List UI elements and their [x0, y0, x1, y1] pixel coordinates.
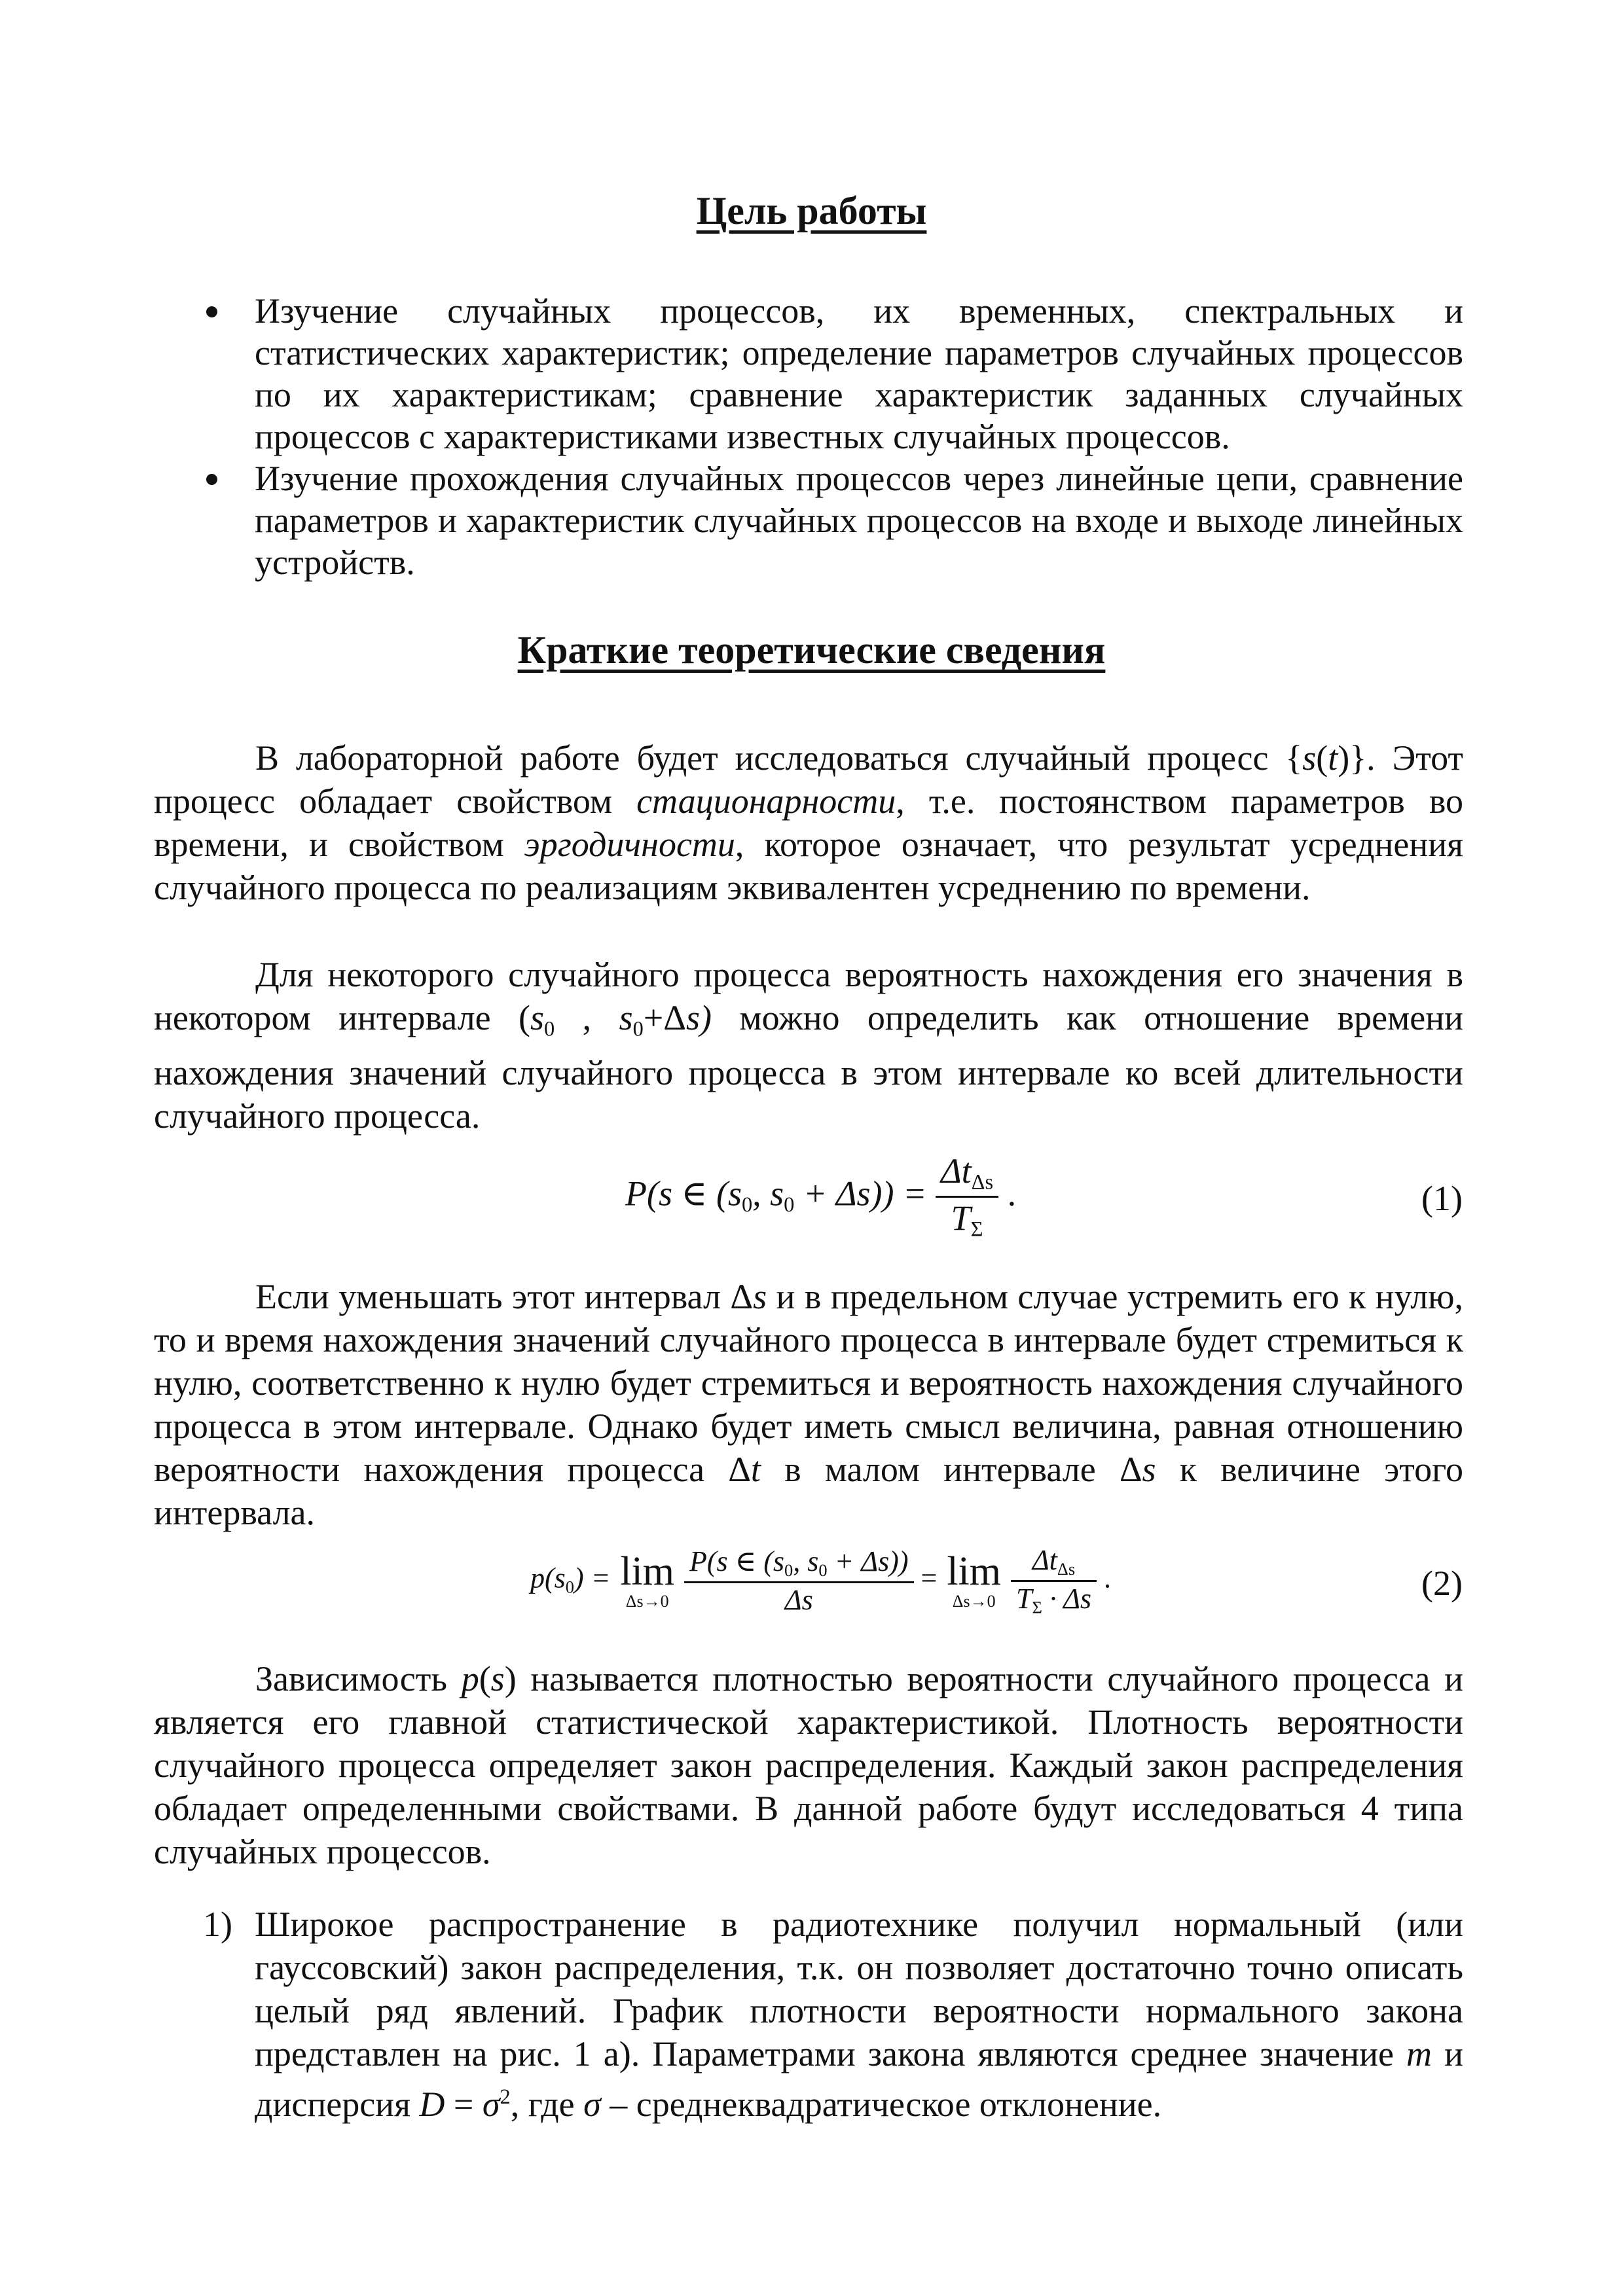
distribution-list	[154, 1903, 1463, 2126]
math-var: m	[1406, 2034, 1432, 2073]
bullet-icon	[206, 306, 217, 317]
math-var: s	[490, 1659, 505, 1698]
math-subscript: Δs	[971, 1170, 994, 1194]
paragraph-process	[154, 736, 1463, 909]
fraction-numerator	[684, 1546, 913, 1583]
text-run: Зависимость	[255, 1659, 462, 1698]
formula-text: p(s	[530, 1562, 566, 1594]
math-var: s	[1142, 1450, 1156, 1489]
text-run: – среднеквадратическое отклонение.	[600, 2085, 1162, 2124]
text-run: и дисперсия	[255, 2034, 1463, 2124]
formula-text: , s	[793, 1545, 819, 1577]
fraction	[1011, 1545, 1097, 1617]
paragraph-limit	[154, 1275, 1463, 1534]
math-subscript: 0	[565, 1577, 574, 1597]
math-subscript: 0	[818, 1560, 828, 1580]
text-run: )}. Этот процесс обладает свойством	[154, 738, 1463, 821]
text-run: ,	[555, 998, 619, 1037]
formula-1-body	[625, 1152, 1016, 1242]
math-subscript: Σ	[1032, 1597, 1042, 1617]
fraction-numerator	[936, 1152, 998, 1198]
fraction	[936, 1152, 998, 1242]
limit-word: lim	[947, 1549, 1002, 1594]
text-run: можно определить как отношение времени нахождения значений случайного процесса в этом интервале ко всей длительности случайного процесса.	[154, 998, 1464, 1136]
text-run: , которое означает, что результат усреднения случайного процесса по реализациям эквивалентен усреднению по времени.	[154, 825, 1463, 907]
text-run: (	[479, 1659, 491, 1698]
list-item	[154, 1903, 1463, 2126]
text-run: Широкое распространение в радиотехнике получил нормальный (или гауссовский) закон распределения, т.к. он позволяет достаточно точно описать целый ряд явлений. График плотности вероятности нормального закона представлен на рис. 1 а). Параметрами закона являются среднее значение	[255, 1905, 1463, 2073]
math-var: s)	[686, 998, 712, 1037]
fraction-denominator	[936, 1198, 998, 1242]
bullet-icon	[206, 474, 217, 485]
math-var: t	[750, 1450, 761, 1489]
list-item-text: Изучение прохождения случайных процессов через линейные цепи, сравнение параметров и характеристик случайных процессов на входе и выходе линейных устройств.	[255, 459, 1463, 582]
formula-text: + Δs)) =	[794, 1174, 927, 1213]
text-run: и в предельном случае устремить его к нулю, то и время нахождения значений случайного процесса в интервале будет стремиться к нулю, соответственно к нулю будет стремиться и вероятность нахождения случайного процесса в этом интервале. Однако будет иметь смысл величина, равная отношению вероятности нахождения процесса Δ	[154, 1277, 1463, 1489]
formula-text: P(s ∈ (s	[625, 1174, 742, 1213]
limit-subscript: Δs→0	[952, 1592, 996, 1611]
text-run: , т.е. постоянством параметров во времени, и свойством	[154, 781, 1463, 864]
text-run: +Δ	[643, 998, 687, 1037]
formula-text: Δt	[940, 1151, 972, 1191]
list-item	[193, 290, 1463, 457]
formula-2-body	[530, 1545, 1111, 1617]
formula-text: , s	[752, 1174, 784, 1213]
math-subscript: 0	[784, 1193, 795, 1217]
text-run: , где	[510, 2085, 584, 2124]
text-run: в малом интервале Δ	[760, 1450, 1142, 1489]
limit-operator	[620, 1551, 674, 1610]
fraction-denominator	[684, 1583, 913, 1616]
math-var: s	[619, 998, 633, 1037]
formula-text: + Δs))	[827, 1545, 909, 1577]
paragraph-density	[154, 1657, 1463, 1873]
limit-word: lim	[620, 1549, 675, 1594]
limit-subscript: Δs→0	[625, 1592, 669, 1611]
math-var: t	[1328, 738, 1338, 778]
math-subscript: Δs	[1057, 1558, 1076, 1579]
text-run: (	[1316, 738, 1328, 778]
formula-text: T	[951, 1198, 971, 1238]
section-title-goal: Цель работы	[696, 189, 927, 232]
text-run: к величине этого интервала.	[154, 1450, 1463, 1532]
text-run: Если уменьшать этот интервал Δ	[255, 1277, 754, 1316]
formula-number: (2)	[1421, 1564, 1463, 1603]
goal-bullet-list	[193, 290, 1463, 583]
formula-text: · Δs	[1042, 1582, 1092, 1615]
math-var: D	[419, 2085, 445, 2124]
math-subscript: 0	[784, 1560, 793, 1580]
list-marker: 1)	[203, 1905, 232, 1944]
fraction-denominator	[1011, 1582, 1097, 1617]
math-var: s	[530, 998, 545, 1037]
math-subscript: 0	[741, 1193, 753, 1217]
formula-number: (1)	[1421, 1179, 1463, 1218]
math-var: s	[753, 1277, 767, 1316]
formula-text: Δt	[1032, 1544, 1057, 1576]
limit-operator	[947, 1551, 1001, 1610]
formula-text: T	[1016, 1582, 1032, 1615]
formula-text: ) =	[574, 1562, 611, 1594]
text-run: =	[445, 2085, 483, 2124]
emphasis-term: эргодичности	[524, 825, 735, 864]
formula-text: Δs	[784, 1583, 813, 1616]
section-title-theory: Краткие теоретические сведения	[517, 628, 1106, 672]
paragraph-probability	[154, 953, 1463, 1138]
math-var: σ	[583, 2085, 601, 2124]
text-run: Для некоторого случайного процесса вероятность нахождения его значения в некотором интервале (	[154, 955, 1463, 1037]
list-item	[193, 457, 1463, 583]
text-run: ) называется плотностью вероятности случайного процесса и является его главной статистической характеристикой. Плотность вероятности случайного процесса определяет закон распределения. Каждый закон распределения обладает определенными свойствами. В данной работе будут исследоваться 4 типа случайных процессов.	[154, 1659, 1464, 1871]
math-var: σ	[482, 2085, 500, 2124]
formula-text: =	[921, 1562, 938, 1594]
list-item-text: Изучение случайных процессов, их временных, спектральных и статистических характеристик; определение параметров случайных процессов по их характеристикам; сравнение характеристик заданных случайных процессов с характеристиками известных случайных процессов.	[255, 291, 1463, 456]
math-subscript: Σ	[970, 1218, 983, 1242]
emphasis-term: стационарности	[636, 781, 896, 821]
math-var: p	[461, 1659, 479, 1698]
math-var: s	[1302, 738, 1317, 778]
math-subscript: 0	[544, 1017, 555, 1041]
fraction	[684, 1546, 913, 1616]
formula-text: P(s ∈ (s	[689, 1545, 785, 1577]
fraction-numerator	[1011, 1545, 1097, 1582]
text-run: В лабораторной работе будет исследоваться случайный процесс {	[255, 738, 1303, 778]
math-superscript: 2	[500, 2085, 511, 2109]
formula-text: .	[1104, 1562, 1112, 1594]
formula-text: .	[1007, 1174, 1017, 1213]
math-subscript: 0	[632, 1017, 644, 1041]
